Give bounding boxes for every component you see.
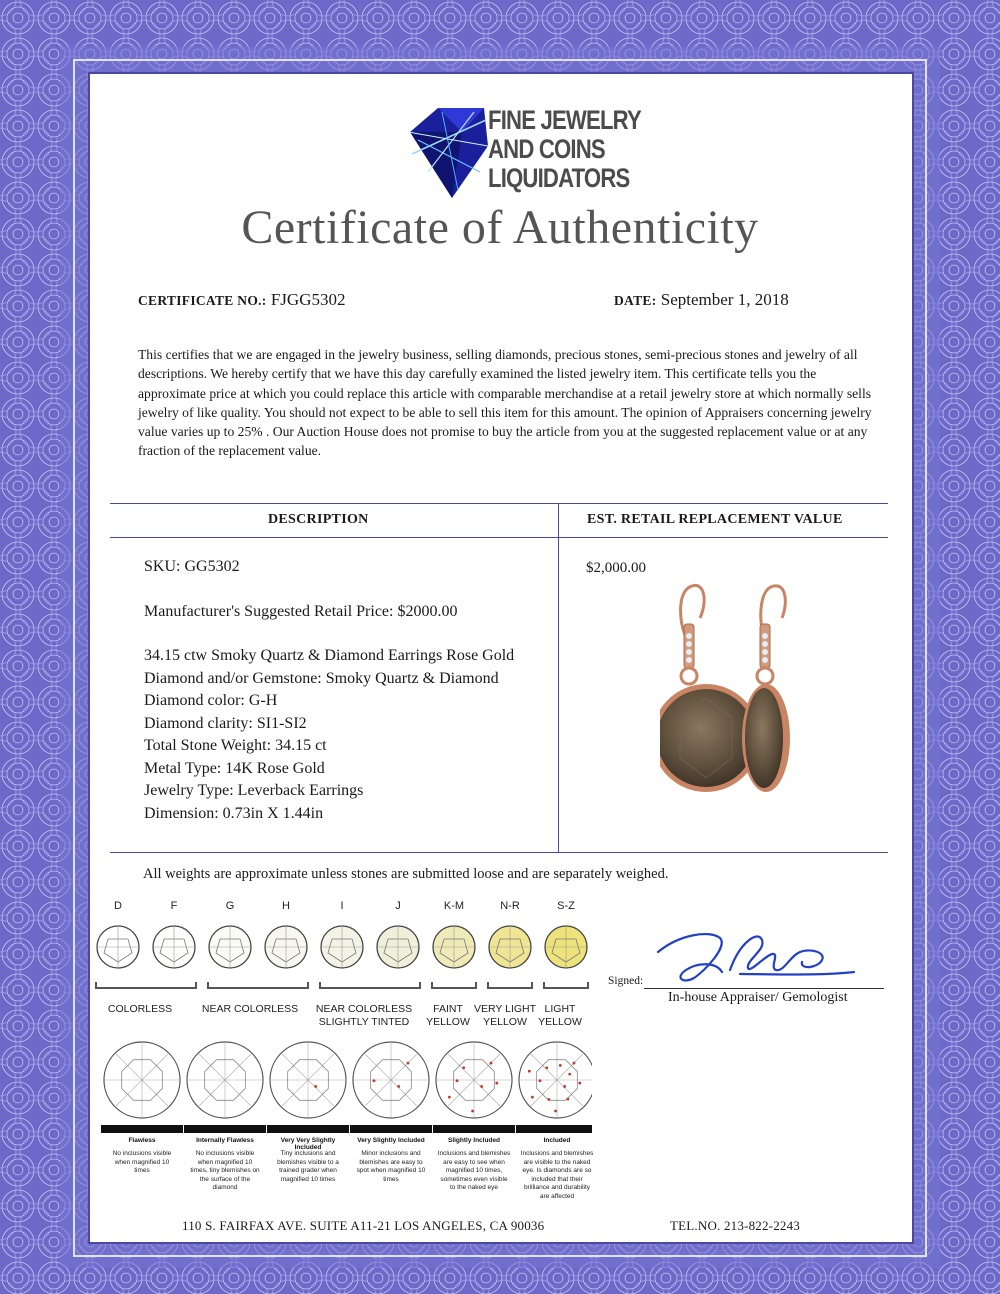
msrp: Manufacturer's Suggested Retail Price: $2000.00 — [144, 602, 458, 620]
detail-line: Diamond color: G-H — [144, 692, 278, 709]
color-bracket — [96, 982, 196, 988]
color-grade-diamond — [153, 926, 195, 968]
table-top-rule — [110, 503, 888, 504]
appraiser-title: In-house Appraiser/ Gemologist — [668, 990, 848, 1005]
clarity-name: Included — [543, 1137, 571, 1144]
color-grade-diamond — [209, 926, 251, 968]
clarity-code: I1 | I2 | I3 — [540, 1124, 574, 1133]
color-grade-diamond — [545, 926, 587, 968]
color-grade-diamond — [265, 926, 307, 968]
retail-value: $2,000.00 — [586, 560, 646, 576]
clarity-diamond — [353, 1042, 429, 1118]
color-category-label: FAINT YELLOW — [426, 1003, 470, 1028]
table-bottom-rule — [110, 852, 888, 853]
color-grade-label: J — [395, 900, 401, 912]
signature-line — [644, 988, 884, 989]
color-grade-label: I — [340, 900, 344, 912]
detail-line: Diamond and/or Gemstone: Smoky Quartz & Diamond — [144, 669, 499, 687]
footer-address: 110 S. FAIRFAX AVE. SUITE A11-21 LOS ANGELES, CA 90036 — [182, 1218, 545, 1233]
color-grade-diamond — [489, 926, 531, 968]
page-title: Certificate of Authenticity — [241, 201, 759, 254]
logo-line-2: AND COINS — [488, 134, 605, 164]
clarity-name: Flawless — [128, 1137, 156, 1144]
detail-line: Metal Type: 14K Rose Gold — [144, 759, 325, 777]
sku: SKU: GG5302 — [144, 558, 240, 575]
color-bracket — [208, 982, 308, 988]
color-grade-diamond — [433, 926, 475, 968]
color-bracket — [544, 982, 588, 988]
color-category-label: NEAR COLORLESS SLIGHTLY TINTED — [315, 1003, 413, 1028]
clarity-name: Slightly Included — [447, 1137, 500, 1144]
item-description — [144, 556, 514, 825]
clarity-diamond — [187, 1042, 263, 1118]
clarity-name: Very Very Slightly Included — [280, 1137, 336, 1151]
clarity-code: FL — [137, 1124, 147, 1133]
clarity-code: VS1 | VS2 — [372, 1124, 410, 1133]
clarity-diamond — [104, 1042, 180, 1118]
color-bracket — [488, 982, 532, 988]
color-bracket — [432, 982, 476, 988]
logo-wordmark — [488, 106, 641, 193]
clarity-diamond — [270, 1042, 346, 1118]
color-grade-label: H — [282, 900, 290, 912]
color-grade-label: N-R — [500, 900, 520, 912]
color-grade-label: K-M — [443, 900, 465, 912]
clarity-code: VVS1 | VVS2 — [284, 1124, 332, 1133]
color-grade-label: S-Z — [557, 900, 575, 912]
clarity-description: Minor inclusions and blemishes are easy to spot when magnified 10 times — [356, 1150, 426, 1183]
color-grade-diamond — [97, 926, 139, 968]
color-category-label: VERY LIGHT YELLOW — [473, 1003, 537, 1028]
detail-line: 34.15 ctw Smoky Quartz & Diamond Earrings Rose Gold — [144, 647, 515, 664]
clarity-diamond — [519, 1042, 592, 1118]
color-grade-label: D — [114, 900, 122, 912]
color-grade-label: F — [170, 900, 178, 912]
certificate-date — [614, 290, 789, 310]
date-label: DATE: — [614, 293, 657, 308]
clarity-name: Internally Flawless — [196, 1137, 254, 1144]
table-column-divider — [558, 503, 559, 852]
color-grade-diamond — [321, 926, 363, 968]
certificate-no-value: FJGG5302 — [270, 290, 346, 309]
clarity-description: No inclusions visible when magnified 10 times — [112, 1150, 172, 1175]
color-category-label: COLORLESS — [107, 1003, 173, 1015]
certificate-no-label: CERTIFICATE NO.: — [138, 293, 267, 308]
certificate-number — [138, 290, 345, 310]
footer-phone: TEL.NO. 213-822-2243 — [670, 1218, 801, 1233]
color-grade-diamond — [377, 926, 419, 968]
clarity-description: No inclusions visible when magnified 10 times, tiny blemishes on the surface of the diamond — [190, 1150, 260, 1192]
color-bracket — [320, 982, 420, 988]
signed-label: Signed: — [608, 975, 644, 987]
table-header-rule — [110, 537, 888, 538]
detail-line: Jewelry Type: Leverback Earrings — [144, 782, 364, 799]
color-category-label: LIGHT YELLOW — [538, 1003, 582, 1028]
clarity-description: Tiny inclusions and blemishes visible to a trained grader when magnified 10 times — [277, 1150, 339, 1183]
logo-line-1: FINE JEWELRY — [488, 105, 641, 135]
clarity-description: Inclusions and blemishes are easy to see when magnified 10 times, sometimes even visible to the naked eye — [437, 1150, 511, 1192]
detail-line: Dimension: 0.73in X 1.44in — [144, 804, 324, 822]
clarity-name: Very Slightly Included — [357, 1137, 425, 1144]
color-category-label: NEAR COLORLESS — [201, 1003, 299, 1015]
date-value: September 1, 2018 — [660, 290, 789, 309]
logo-line-3: LIQUIDATORS — [488, 163, 630, 193]
value-header: EST. RETAIL REPLACEMENT VALUE — [587, 512, 843, 527]
earrings-image — [660, 578, 810, 810]
clarity-diamond — [436, 1042, 512, 1118]
statement-text: This certifies that we are engaged in the jewelry business, selling diamonds, precious stones, semi-precious stones and jewelry of all descriptions. We hereby certify that we have this day carefully examined the listed jewelry item. This certificate tells you the approximate price at which you could replace this article with comparable merchandise at a retail jewelry store at which normally sells jewelry of like quality. You should not expect to be able to sell this item for this amount. The opinion of Appraisers concerning jewelry value varies up to 25% . Our Auction House does not promise to buy the article from you at the suggested replacement value or at any fraction of the replacement value. — [138, 347, 872, 459]
color-grade-label: G — [225, 900, 235, 912]
detail-line: Total Stone Weight: 34.15 ct — [144, 737, 327, 754]
description-header: DESCRIPTION — [268, 512, 369, 527]
appraiser-signature — [650, 912, 870, 992]
clarity-code: SI1 | SI2 — [458, 1124, 490, 1133]
detail-line: Diamond clarity: SI1-SI2 — [144, 714, 307, 732]
certification-statement — [138, 345, 878, 461]
weights-note: All weights are approximate unless stones are submitted loose and are separately weighed. — [143, 866, 669, 882]
clarity-code: IF — [221, 1124, 229, 1133]
clarity-description: Inclusions and blemishes are visible to the naked eye. Is diamonds are so included that their brilliance and durability are affected — [520, 1150, 594, 1200]
